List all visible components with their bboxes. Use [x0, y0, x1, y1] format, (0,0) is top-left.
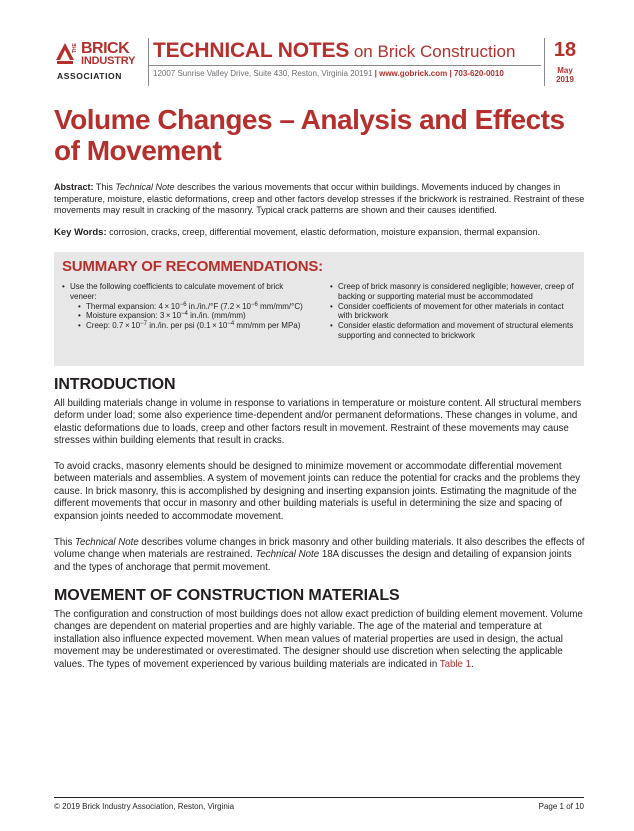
summary-item: • Consider coefficients of movement for other materials in contact with brickwork: [330, 302, 580, 322]
header: [54, 38, 584, 88]
footer-copyright: © 2019 Brick Industry Association, Reston, Virginia: [54, 802, 235, 811]
summary-item: • Consider elastic deformation and movement of structural elements supporting and connected to brickwork: [330, 321, 580, 341]
issue-year: 2019: [556, 75, 574, 84]
thermal-b: in./in./°F (7.2 × 10: [186, 301, 251, 311]
keywords: [54, 227, 588, 238]
separator-2: |: [447, 69, 454, 78]
abstract-italic: Technical Note: [115, 182, 175, 192]
abstract-text: describes the various movements that occur within buildings. Movements induced by changes in temperature, moisture, elastic deformations, creep and other factors develop stresses if the brickwork is restrained. Restraint of these movements may result in cracking of the masonry. Typical crack patterns are shown and their causes identified.: [54, 182, 585, 215]
summary-intro: Use the following coefficients to calculate movement of brick veneer:: [70, 282, 284, 301]
abstract: [54, 182, 588, 217]
header-divider-right: [544, 38, 545, 86]
technical-notes-title: [153, 38, 515, 66]
keywords-label: Key Words:: [54, 227, 107, 238]
introduction-paragraph-3: [54, 537, 586, 574]
movement-paragraph-1: [54, 609, 586, 671]
summary-item: • Creep of brick masonry is considered negligible; however, creep of backing or supporting material must be accommodated: [330, 282, 580, 302]
moisture-a-exp: −4: [181, 311, 188, 318]
moisture-a: Moisture expansion: 3 × 10: [86, 311, 182, 321]
creep-b-exp: −4: [227, 321, 235, 328]
keywords-text: corrosion, cracks, creep, differential movement, elastic deformation, moisture expansion, thermal expansion.: [106, 227, 541, 237]
title-line-1: Volume Changes – Analysis and Effects: [54, 104, 565, 135]
contact-line: [153, 69, 504, 79]
movement-heading: MOVEMENT OF CONSTRUCTION MATERIALS: [54, 587, 400, 604]
summary-right-column: [330, 282, 580, 341]
separator-1: |: [372, 69, 380, 78]
thermal-a: Thermal expansion: 4 × 10: [86, 301, 180, 311]
summary-heading: SUMMARY OF RECOMMENDATIONS:: [62, 258, 323, 275]
technical-notes-sub: on Brick Construction: [349, 42, 516, 61]
creep-item: [62, 321, 312, 331]
issue-number: 18: [553, 39, 577, 61]
creep-a-exp: −7: [140, 321, 147, 328]
abstract-label: Abstract:: [54, 182, 94, 192]
summary-left-column: [62, 282, 312, 331]
issue-month: May: [557, 66, 573, 75]
intro-p3-c: 18A discusses the design and detailing of expansion joints and the types of anchorage that permit movement.: [54, 549, 572, 573]
introduction-paragraph-2: To avoid cracks, masonry elements should be designed to minimize movement or accommodate differential movement between materials and assemblies. A system of movement joints can reduce the potential for cracks and the problems they cause. In brick masonry, this is accomplished by designing and inserting expansion joints. Estimating the magnitude of the different movements that occur in masonry and other building materials is useful in determining the size and spacing of expansion joints needed to accommodate movement.: [54, 461, 581, 522]
intro-p3-a: This: [54, 537, 75, 548]
bia-logo: [54, 40, 142, 86]
header-divider-left: [148, 38, 149, 86]
address-text: 12007 Sunrise Valley Drive, Suite 430, Reston, Virginia 20191: [153, 69, 373, 78]
introduction-heading: INTRODUCTION: [54, 376, 176, 393]
website-link[interactable]: www.gobrick.com: [379, 69, 448, 78]
creep-a: Creep: 0.7 × 10: [86, 321, 141, 331]
footer-page-number: Page 1 of 10: [538, 802, 584, 811]
movement-p1-b: .: [471, 658, 474, 670]
document-title: [54, 104, 594, 166]
footer-rule: [54, 797, 584, 798]
logo-the: THE: [72, 43, 78, 53]
logo-brick: BRICK: [81, 40, 130, 57]
intro-p3-b: describes volume changes in brick masonry and other building materials. It also describes the effects of volume change when materials are restrained.: [54, 537, 585, 561]
thermal-b-exp: −6: [250, 301, 258, 308]
moisture-expansion-item: [62, 311, 312, 321]
intro-p3-italic-2: Technical Note: [255, 549, 320, 561]
moisture-b: in./in. (mm/mm): [187, 311, 246, 321]
abstract-pre: This: [93, 182, 116, 192]
header-rule: [149, 65, 541, 66]
thermal-c: mm/mm/°C): [257, 301, 303, 311]
movement-p1-a: The configuration and construction of most buildings does not allow exact prediction of building element movement. Volume changes are dependent on material properties and are highly variable. The age of the material and temperature at installation also influence expected movement. When mean values of material properties are used in design, the actual movement may be underestimated or overestimated. The designer should use discretion when selecting the applicable values. The types of movement experienced by various building materials are indicated in: [54, 609, 583, 670]
phone-number: 703-620-0010: [453, 69, 504, 78]
introduction-paragraph-1: All building materials change in volume in response to variations in temperature or moisture content. All structural members deform under load; some also experience time-dependent and/or permanent deformations. These changes in volume, and elastic deformations due to loads, creep and other factors result in movement. Restraint of these movements may cause stresses within building elements that result in cracks.: [54, 398, 582, 447]
thermal-expansion-item: [62, 302, 312, 312]
logo-association: ASSOCIATION: [57, 71, 123, 81]
intro-p3-italic-1: Technical Note: [75, 537, 139, 548]
creep-b: in./in. per psi (0.1 × 10: [146, 321, 228, 331]
thermal-a-exp: −6: [179, 301, 187, 308]
summary-box: [54, 252, 584, 366]
creep-c: mm/mm per MPa): [234, 321, 301, 331]
summary-item: [62, 282, 312, 302]
table-1-link[interactable]: Table 1: [439, 658, 471, 670]
technical-notes-main: TECHNICAL NOTES: [153, 39, 350, 62]
title-line-2: of Movement: [54, 135, 222, 166]
logo-industry: INDUSTRY: [81, 55, 136, 67]
